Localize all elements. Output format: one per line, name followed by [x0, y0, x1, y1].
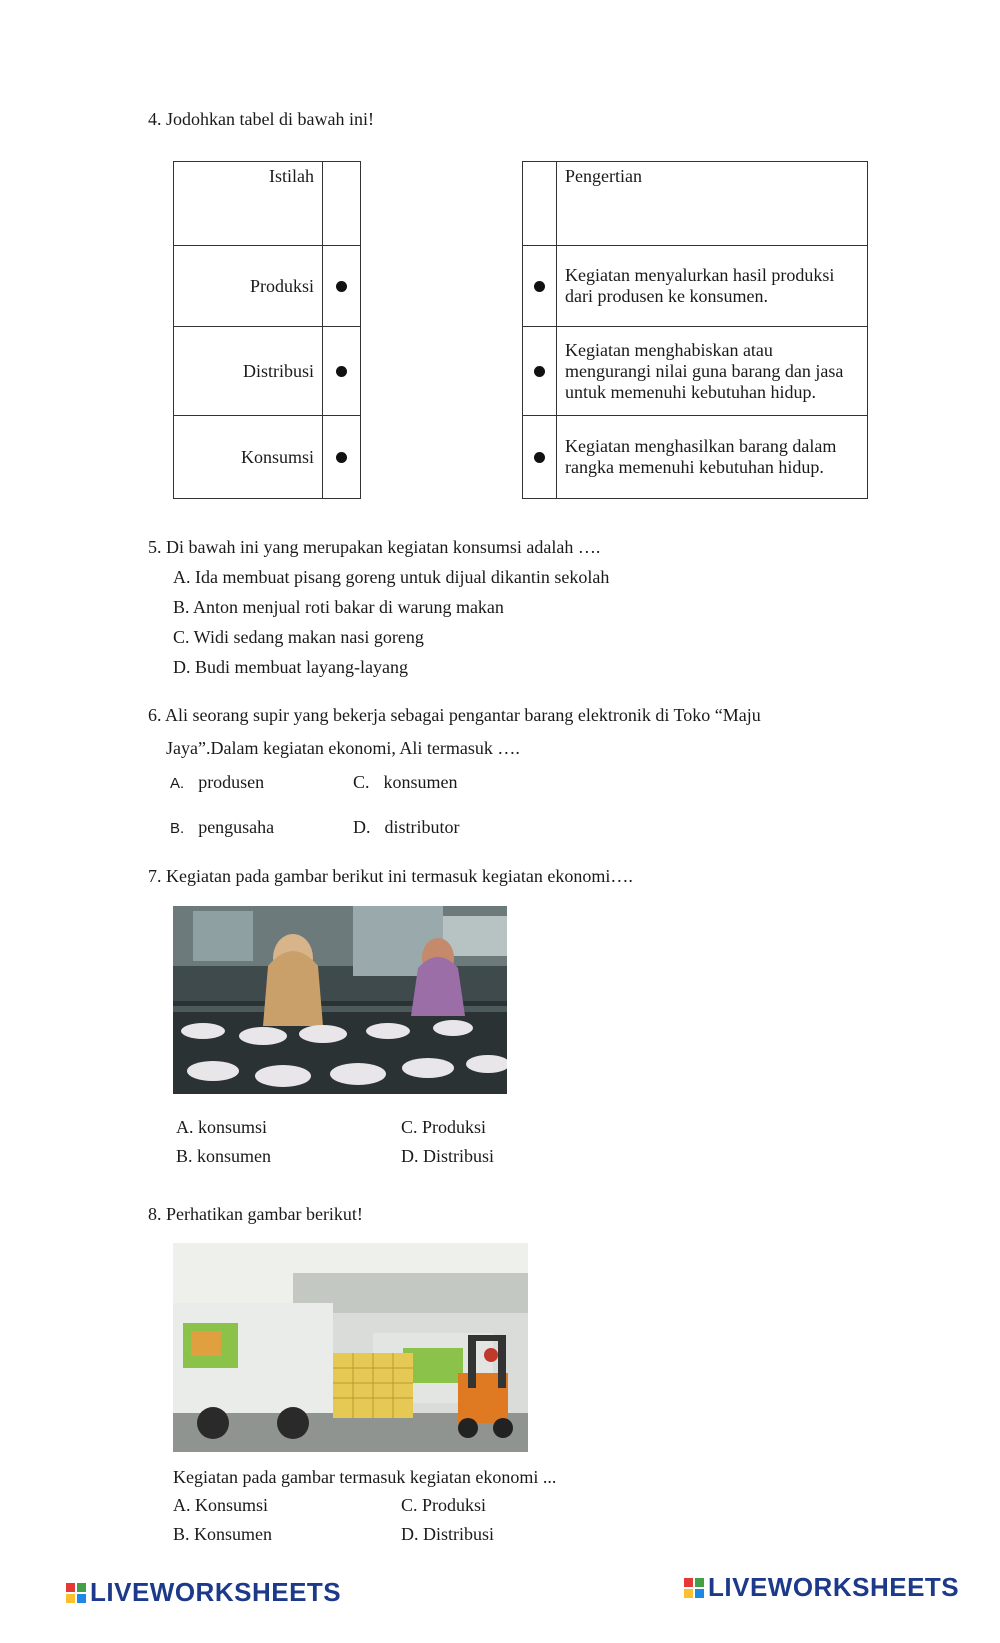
question-8-title: 8. Perhatikan gambar berikut!	[148, 1204, 363, 1224]
liveworksheets-mark-icon	[66, 1583, 86, 1603]
q8-option-c[interactable]: C. Produksi	[401, 1495, 487, 1515]
question-7-title: 7. Kegiatan pada gambar berikut ini termasuk kegiatan ekonomi….	[148, 866, 633, 886]
definition-2: Kegiatan menghabiskan atau mengurangi nilai guna barang dan jasa untuk memenuhi kebutuhan hidup.	[557, 327, 868, 416]
match-dot-right[interactable]	[534, 366, 545, 377]
q6-option-a[interactable]	[170, 771, 264, 793]
q5-option-a[interactable]: A. Ida membuat pisang goreng untuk dijual dikantin sekolah	[173, 567, 610, 587]
logo-text: LIVEWORKSHEETS	[708, 1572, 960, 1602]
definitions-table	[522, 161, 868, 499]
liveworksheets-logo-right[interactable]	[684, 1572, 959, 1603]
logo-text: LIVEWORKSHEETS	[90, 1577, 342, 1607]
option-text: distributor	[384, 817, 460, 837]
factory-shoes-photo	[173, 906, 507, 1094]
definition-1: Kegiatan menyalurkan hasil produksi dari produsen ke konsumen.	[557, 246, 868, 327]
q8-option-a[interactable]: A. Konsumsi	[173, 1495, 269, 1515]
match-dot-left[interactable]	[336, 366, 347, 377]
q7-option-a[interactable]: A. konsumsi	[176, 1117, 268, 1137]
factory-shoes-illustration	[173, 906, 507, 1094]
liveworksheets-mark-icon	[684, 1578, 704, 1598]
q5-option-d[interactable]: D. Budi membuat layang-layang	[173, 657, 408, 677]
liveworksheets-logo-left[interactable]	[66, 1577, 341, 1608]
truck-forklift-photo	[173, 1243, 528, 1452]
question-6-title-line1: 6. Ali seorang supir yang bekerja sebagai pengantar barang elektronik di Toko “Maju	[148, 705, 761, 725]
option-letter: C.	[353, 772, 370, 792]
question-6-title-line2: Jaya”.Dalam kegiatan ekonomi, Ali termasuk ….	[166, 738, 520, 758]
option-letter: B.	[170, 820, 185, 837]
q7-option-c[interactable]: C. Produksi	[401, 1117, 487, 1137]
match-dot-right[interactable]	[534, 452, 545, 463]
option-text: konsumen	[383, 772, 458, 792]
term-distribusi: Distribusi	[174, 327, 323, 416]
question-4-title: 4. Jodohkan tabel di bawah ini!	[148, 109, 374, 129]
definition-3: Kegiatan menghasilkan barang dalam rangka memenuhi kebutuhan hidup.	[557, 416, 868, 499]
term-produksi: Produksi	[174, 246, 323, 327]
q8-option-b[interactable]: B. Konsumen	[173, 1524, 272, 1544]
match-dot-left[interactable]	[336, 452, 347, 463]
truck-forklift-illustration	[173, 1243, 528, 1452]
question-5-title: 5. Di bawah ini yang merupakan kegiatan konsumsi adalah ….	[148, 537, 601, 557]
q7-option-b[interactable]: B. konsumen	[176, 1146, 272, 1166]
term-konsumsi: Konsumsi	[174, 416, 323, 499]
option-text: produsen	[198, 772, 265, 792]
terms-table	[173, 161, 361, 499]
q6-option-b[interactable]	[170, 816, 274, 838]
q6-option-d[interactable]	[353, 816, 460, 838]
q8-caption: Kegiatan pada gambar termasuk kegiatan ekonomi ...	[173, 1467, 557, 1487]
q8-option-d[interactable]: D. Distribusi	[401, 1524, 495, 1544]
match-dot-left[interactable]	[336, 281, 347, 292]
option-letter: D.	[353, 817, 371, 837]
terms-header: Istilah	[174, 162, 323, 246]
q5-option-b[interactable]: B. Anton menjual roti bakar di warung makan	[173, 597, 504, 617]
option-letter: A.	[170, 775, 185, 792]
match-dot-right[interactable]	[534, 281, 545, 292]
q6-option-c[interactable]	[353, 771, 458, 793]
definitions-header: Pengertian	[557, 162, 868, 246]
q7-option-d[interactable]: D. Distribusi	[401, 1146, 495, 1166]
option-text: pengusaha	[198, 817, 275, 837]
q5-option-c[interactable]: C. Widi sedang makan nasi goreng	[173, 627, 424, 647]
